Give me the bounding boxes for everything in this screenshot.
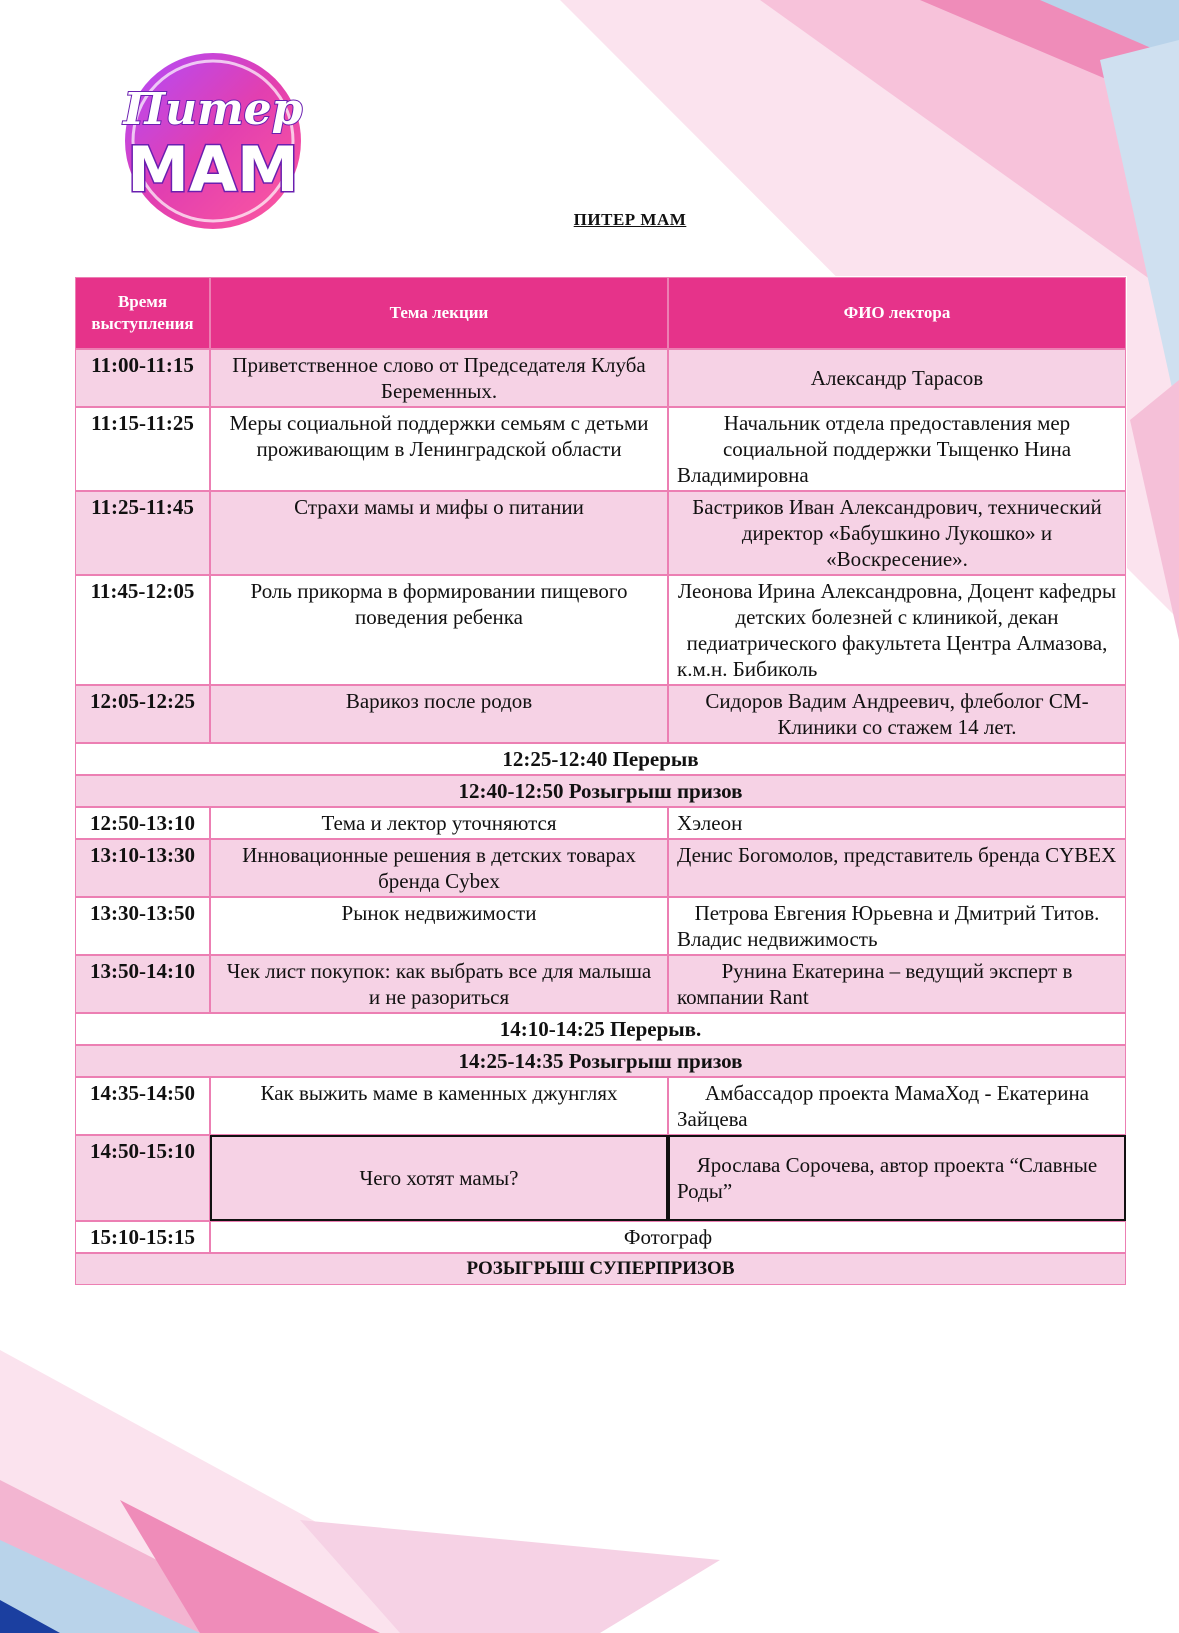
prize-draw-row <box>75 1045 1126 1077</box>
table-row <box>75 407 1126 491</box>
row-time: 11:25-11:45 <box>75 491 210 575</box>
row-lecturer: Александр Тарасов <box>668 349 1126 407</box>
row-topic: Как выжить маме в каменных джунглях <box>210 1077 668 1135</box>
row-lecturer: Петрова Евгения Юрьевна и Дмитрий Титов. Владис недвижимость <box>668 897 1126 955</box>
row-lecturer: Рунина Екатерина – ведущий эксперт в компании Rant <box>668 955 1126 1013</box>
table-row <box>75 685 1126 743</box>
header-time: Время выступления <box>75 277 210 349</box>
header-lecturer: ФИО лектора <box>668 277 1126 349</box>
prize-draw-row <box>75 775 1126 807</box>
row-topic: Приветственное слово от Председателя Клуба Беременных. <box>210 349 668 407</box>
row-topic: Варикоз после родов <box>210 685 668 743</box>
superprize-label: РОЗЫГРЫШ СУПЕРПРИЗОВ <box>75 1253 1126 1285</box>
table-row <box>75 575 1126 685</box>
row-lecturer: Ярослава Сорочева, автор проекта “Славные Роды” <box>668 1135 1126 1221</box>
row-time: 12:05-12:25 <box>75 685 210 743</box>
row-topic: Чего хотят мамы? <box>210 1135 668 1221</box>
row-lecturer: Леонова Ирина Александровна, Доцент кафедры детских болезней с клиникой, декан педиатрического факультета Центра Алмазова, к.м.н. Бибиколь <box>668 575 1126 685</box>
row-time: 11:15-11:25 <box>75 407 210 491</box>
row-lecturer: Амбассадор проекта МамаХод - Екатерина Зайцева <box>668 1077 1126 1135</box>
row-topic: Рынок недвижимости <box>210 897 668 955</box>
row-time: 15:10-15:15 <box>75 1221 210 1253</box>
table-row <box>75 839 1126 897</box>
table-row <box>75 897 1126 955</box>
document-title: ПИТЕР МАМ <box>573 210 687 229</box>
row-lecturer: Денис Богомолов, представитель бренда CYBEX <box>668 839 1126 897</box>
row-topic: Страхи мамы и мифы о питании <box>210 491 668 575</box>
row-time: 13:30-13:50 <box>75 897 210 955</box>
row-lecturer: Бастриков Иван Александрович, технический директор «Бабушкино Лукошко» и «Воскресение». <box>668 491 1126 575</box>
table-row <box>75 1221 1126 1253</box>
break-label: 12:25-12:40 Перерыв <box>75 743 1126 775</box>
table-row <box>75 1077 1126 1135</box>
row-time: 13:50-14:10 <box>75 955 210 1013</box>
table-row <box>75 1135 1126 1221</box>
break-row <box>75 743 1126 775</box>
table-row <box>75 349 1126 407</box>
break-label: 14:10-14:25 Перерыв. <box>75 1013 1126 1045</box>
row-lecturer: Сидоров Вадим Андреевич, флеболог СМ-Клиники со стажем 14 лет. <box>668 685 1126 743</box>
row-time: 11:00-11:15 <box>75 349 210 407</box>
table-header-row <box>75 277 1126 349</box>
row-time: 13:10-13:30 <box>75 839 210 897</box>
row-time: 14:50-15:10 <box>75 1135 210 1221</box>
row-topic: Роль прикорма в формировании пищевого поведения ребенка <box>210 575 668 685</box>
table-row <box>75 955 1126 1013</box>
schedule-table <box>74 276 1127 1286</box>
row-merged: Фотограф <box>210 1221 1126 1253</box>
table-row <box>75 807 1126 839</box>
prize-draw-label: 12:40-12:50 Розыгрыш призов <box>75 775 1126 807</box>
break-row <box>75 1013 1126 1045</box>
row-topic: Тема и лектор уточняются <box>210 807 668 839</box>
svg-text:Питер: Питер <box>123 84 303 135</box>
prize-draw-label: 14:25-14:35 Розыгрыш призов <box>75 1045 1126 1077</box>
row-topic: Инновационные решения в детских товарах бренда Cybex <box>210 839 668 897</box>
row-lecturer: Начальник отдела предоставления мер социальной поддержки Тыщенко Нина Владимировна <box>668 407 1126 491</box>
superprize-row <box>75 1253 1126 1285</box>
row-time: 11:45-12:05 <box>75 575 210 685</box>
table-row <box>75 491 1126 575</box>
row-time: 12:50-13:10 <box>75 807 210 839</box>
row-topic: Чек лист покупок: как выбрать все для малыша и не разориться <box>210 955 668 1013</box>
piter-mam-logo <box>108 46 318 236</box>
row-lecturer: Хэлеон <box>668 807 1126 839</box>
svg-text:МАМ: МАМ <box>127 133 299 206</box>
row-time: 14:35-14:50 <box>75 1077 210 1135</box>
row-topic: Меры социальной поддержки семьям с детьми проживающим в Ленинградской области <box>210 407 668 491</box>
header-topic: Тема лекции <box>210 277 668 349</box>
